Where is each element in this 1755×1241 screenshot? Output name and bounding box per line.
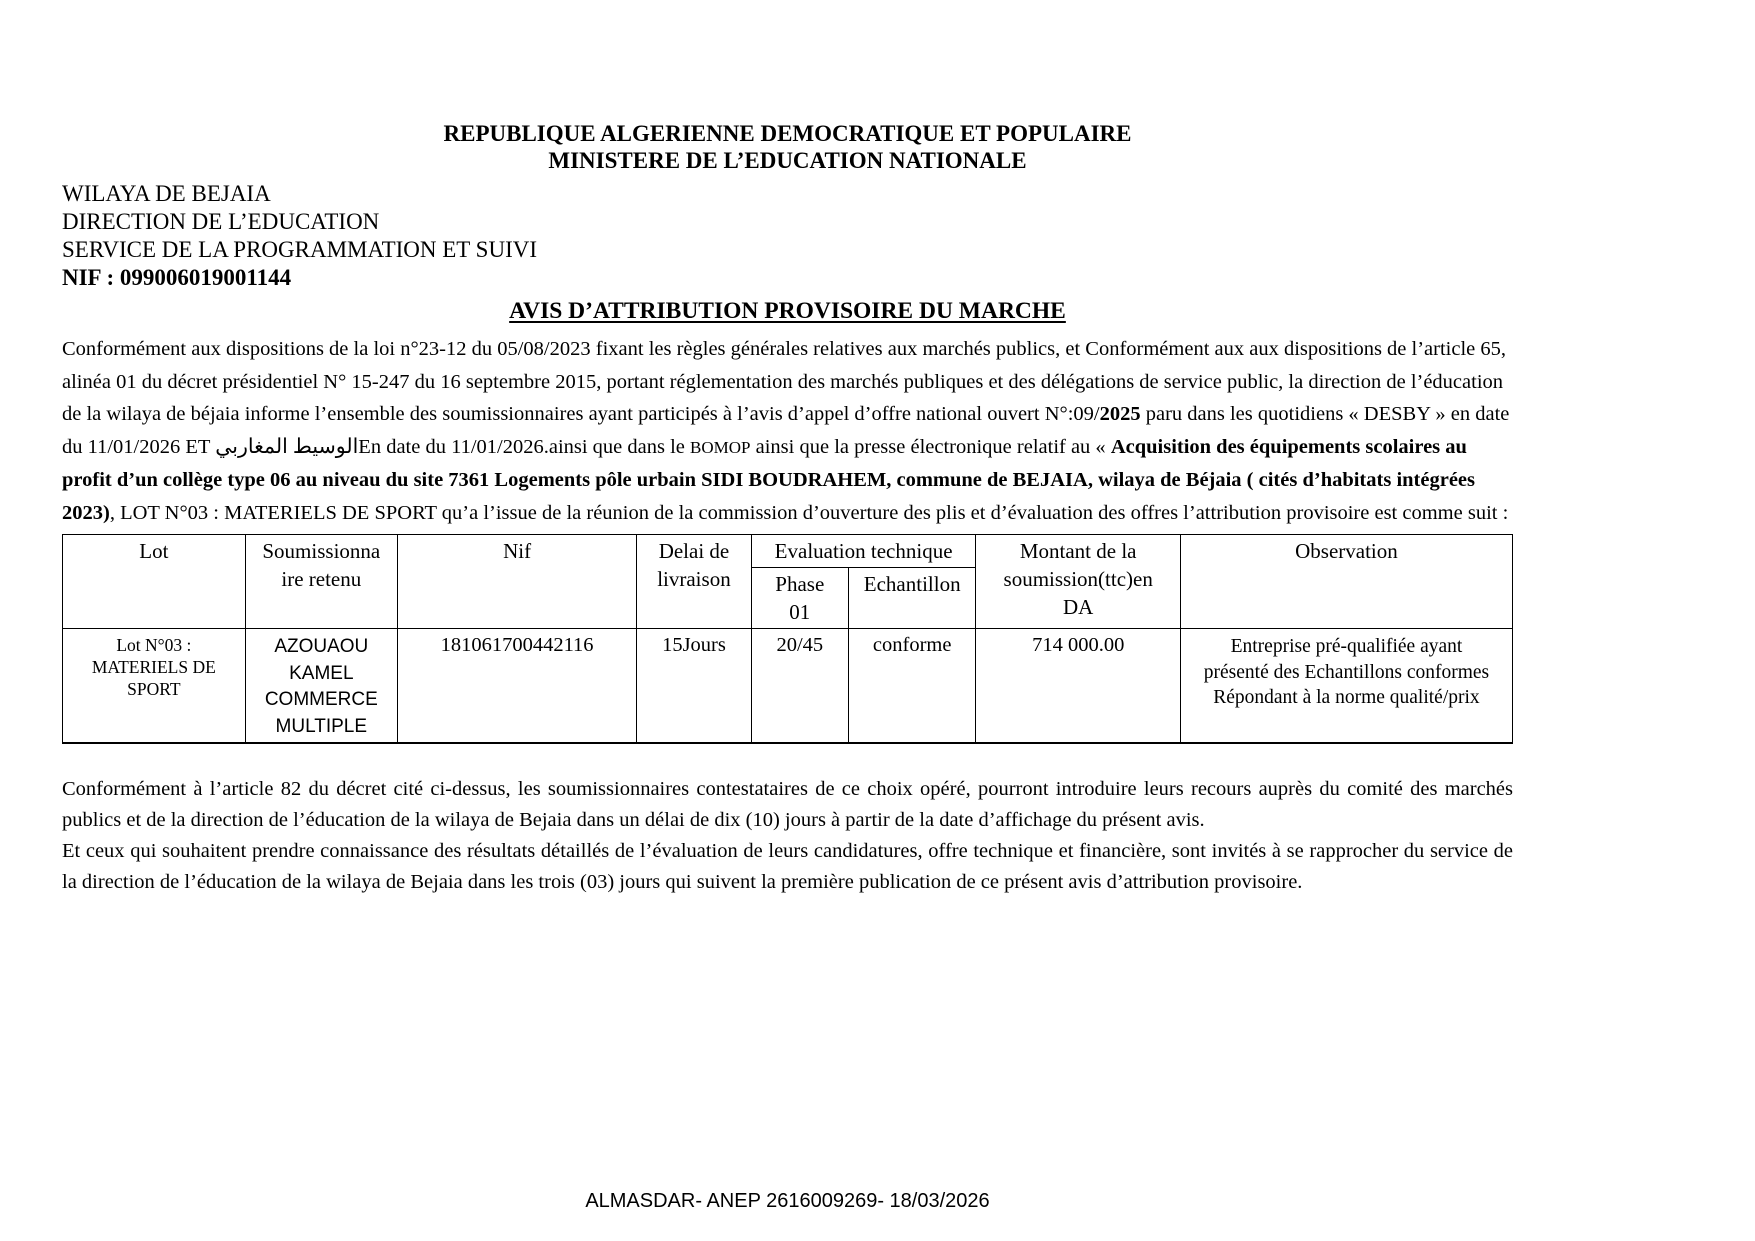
col-header-soumissionnaire — [245, 535, 397, 629]
issuer-block — [62, 180, 1513, 292]
wilaya-line: WILAYA DE BEJAIA — [62, 181, 271, 206]
cell-soumissionnaire-line1: AZOUAOU — [274, 636, 369, 657]
col-header-delai-line1: Delai de — [658, 539, 730, 563]
col-header-phase — [751, 568, 848, 629]
attribution-table — [62, 534, 1513, 744]
anep-footer: ALMASDAR- ANEP 2616009269- 18/03/2026 — [585, 1190, 990, 1212]
table-row — [63, 629, 1513, 744]
cell-lot — [63, 629, 246, 744]
direction-line: DIRECTION DE L’EDUCATION — [62, 209, 380, 234]
col-header-lot: Lot — [63, 535, 246, 629]
cell-phase: 20/45 — [751, 629, 848, 744]
republic-heading: REPUBLIQUE ALGERIENNE DEMOCRATIQUE ET POPULAIRE — [443, 121, 1132, 146]
cell-lot-line3: SPORT — [127, 679, 181, 699]
cell-lot-line1: Lot N°03 : — [116, 635, 192, 655]
cell-montant: 714 000.00 — [976, 629, 1180, 744]
nif-line: NIF : 099006019001144 — [62, 265, 292, 290]
col-header-observation: Observation — [1180, 535, 1512, 629]
intro-text-5: , LOT N°03 : MATERIELS DE SPORT qu’a l’issue de la réunion de la commission d’ouverture des plis et d’évaluation des offres l’attribution provisoire est comme suit : — [109, 501, 1509, 524]
cell-soumissionnaire-line4: MULTIPLE — [275, 715, 368, 737]
intro-text-4: ainsi que la presse électronique relatif au « — [750, 435, 1111, 458]
intro-bold-year: 2025 — [1099, 403, 1141, 425]
cell-observation — [1180, 629, 1512, 744]
col-header-echantillon: Echantillon — [848, 568, 976, 629]
ministry-heading: MINISTERE DE L’EDUCATION NATIONALE — [548, 148, 1027, 173]
cell-observation-line3: Répondant à la norme qualité/prix — [1213, 687, 1480, 708]
arabic-journal-name: الوسيط المغاربي — [215, 435, 359, 458]
consultation-paragraph: Et ceux qui souhaitent prendre connaissance des résultats détaillés de l’évaluation de leurs candidatures, offre technique et financière, sont invités à se rapprocher du service de la direction de l’éducation de la wilaya de Bejaia dans les trois (03) jours qui suivent la première publication de ce présent avis d’attribution provisoire. — [62, 840, 1513, 893]
col-header-phase-line1: Phase — [775, 572, 825, 596]
col-header-montant-line3: DA — [1063, 595, 1094, 619]
service-line: SERVICE DE LA PROGRAMMATION ET SUIVI — [62, 237, 538, 262]
cell-nif: 181061700442116 — [397, 629, 636, 744]
intro-paragraph — [62, 333, 1513, 529]
intro-bold-object: Acquisition des équipements scolaires au profit d’un collège type 06 au niveau du site 7361 Logements pôle urbain SIDI BOUDRAHEM, commune de BEJAIA, wilaya de Béjaia ( cités d’habitats intégrées 2023) — [62, 435, 1475, 524]
cell-echantillon: conforme — [848, 629, 976, 744]
cell-soumissionnaire-line3: COMMERCE — [264, 689, 378, 710]
col-header-montant — [976, 535, 1180, 629]
intro-text-2: paru dans les quotidiens « DESBY » en date du 11/01/2026 ET — [62, 403, 1510, 458]
cell-observation-line1: Entreprise pré-qualifiée ayant — [1230, 636, 1463, 657]
col-header-soumissionnaire-line2: ire retenu — [281, 567, 362, 591]
cell-soumissionnaire — [245, 629, 397, 744]
cell-delai: 15Jours — [637, 629, 752, 744]
cell-lot-line2: MATERIELS DE — [91, 657, 216, 677]
document-title-text: AVIS D’ATTRIBUTION PROVISOIRE DU MARCHE — [509, 298, 1066, 324]
bomop-abbreviation: BOMOP — [690, 437, 751, 457]
cell-soumissionnaire-line2: KAMEL — [289, 662, 354, 684]
col-header-soumissionnaire-line1: Soumissionna — [262, 539, 381, 563]
col-header-evaluation: Evaluation technique — [751, 535, 976, 568]
recours-paragraph: Conformément à l’article 82 du décret cité ci-dessus, les soumissionnaires contestataires de ce choix opéré, pourront introduire leurs recours auprès du comité des marchés publics et de la direction de l’éducation de la wilaya de Bejaia dans un délai de dix (10) jours à partir de la date d’affichage du présent avis. — [62, 778, 1513, 831]
col-header-phase-line2: 01 — [789, 600, 811, 624]
col-header-montant-line2: soumission(ttc)en — [1003, 567, 1153, 591]
document-title — [62, 297, 1513, 326]
col-header-montant-line1: Montant de la — [1019, 539, 1137, 563]
intro-text-1: Conformément aux dispositions de la loi n°23-12 du 05/08/2023 fixant les règles générales relatives aux marchés publics, et Conformément aux aux dispositions de l’article 65, alinéa 01 du décret présidentiel N° 15-247 du 16 septembre 2015, portant réglementation des marchés publiques et des délégations de service public, la direction de l’éducation de la wilaya de béjaia informe l’ensemble des soumissionnaires ayant participés à l’avis d’appel d’offre national ouvert N°:09/ — [62, 338, 1507, 425]
col-header-nif: Nif — [397, 535, 636, 629]
cell-observation-line2: présenté des Echantillons conformes — [1203, 661, 1490, 683]
col-header-delai-line2: livraison — [657, 567, 731, 591]
intro-text-3: En date du 11/01/2026.ainsi que dans le — [358, 435, 691, 458]
col-header-delai — [637, 535, 752, 629]
